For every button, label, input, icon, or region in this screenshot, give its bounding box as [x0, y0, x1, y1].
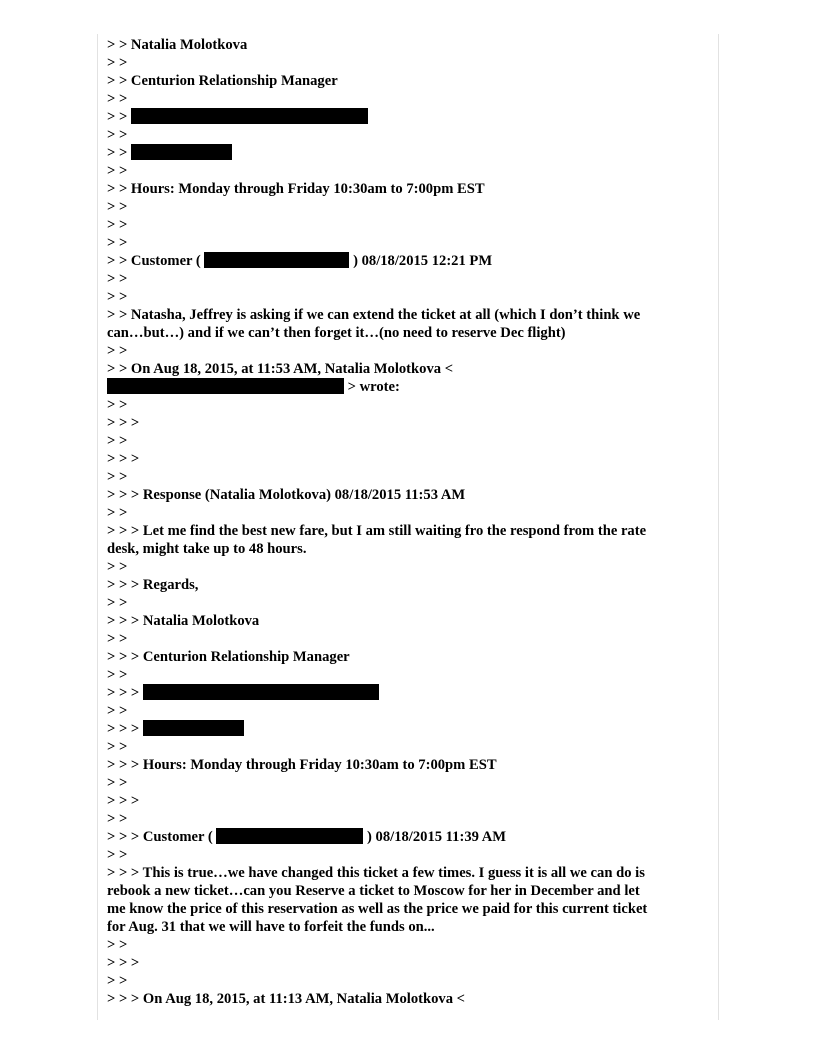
text-line: > >: [107, 55, 128, 71]
text-line: > >: [107, 703, 128, 719]
text-line: me know the price of this reservation as well as the price we paid for this current ticket: [107, 901, 648, 917]
text-line: [107, 108, 707, 126]
text-line: > > > On Aug 18, 2015, at 11:13 AM, Natalia Molotkova <: [107, 991, 465, 1007]
text-line: > >: [107, 847, 128, 863]
quote-prefix: > > >: [107, 721, 143, 737]
redaction-box: [204, 252, 349, 268]
wrote-suffix: > wrote:: [344, 379, 400, 395]
text-line: desk, might take up to 48 hours.: [107, 541, 307, 557]
text-line: > > Hours: Monday through Friday 10:30am to 7:00pm EST: [107, 181, 485, 197]
text-line: > >: [107, 505, 128, 521]
text-line: > > Centurion Relationship Manager: [107, 73, 338, 89]
text-line: for Aug. 31 that we will have to forfeit the funds on...: [107, 919, 435, 935]
text-line: > >: [107, 343, 128, 359]
customer-header-end: ) 08/18/2015 12:21 PM: [349, 253, 493, 269]
text-line: [107, 828, 707, 846]
text-line: > >: [107, 973, 128, 989]
text-line: > >: [107, 271, 128, 287]
redaction-box: [131, 144, 232, 160]
redaction-box: [216, 828, 363, 844]
text-line: > > > Natalia Molotkova: [107, 613, 260, 629]
text-line: > >: [107, 91, 128, 107]
customer-header-end: ) 08/18/2015 11:39 AM: [363, 829, 507, 845]
redaction-box: [143, 720, 244, 736]
text-line: > > > Response (Natalia Molotkova) 08/18/2015 11:53 AM: [107, 487, 466, 503]
text-line: > >: [107, 397, 128, 413]
customer-header-start: > > > Customer (: [107, 829, 217, 845]
text-line: > > > Hours: Monday through Friday 10:30am to 7:00pm EST: [107, 757, 497, 773]
text-line: > > Natalia Molotkova: [107, 37, 248, 53]
text-line: > >: [107, 559, 128, 575]
text-line: > >: [107, 199, 128, 215]
text-line: > >: [107, 739, 128, 755]
left-margin-rule: [97, 34, 98, 1020]
text-line: > > > Let me find the best new fare, but I am still waiting fro the respond from the rate: [107, 523, 647, 539]
text-line: > > > Regards,: [107, 577, 199, 593]
text-line: > > > This is true…we have changed this ticket a few times. I guess it is all we can do is: [107, 865, 645, 881]
quote-prefix: > >: [107, 109, 131, 125]
redaction-box: [107, 378, 344, 394]
redaction-box: [143, 684, 379, 700]
text-line: [107, 720, 707, 738]
text-line: > > >: [107, 955, 140, 971]
text-line: > >: [107, 469, 128, 485]
text-line: [107, 684, 707, 702]
customer-header-start: > > Customer (: [107, 253, 205, 269]
text-line: [107, 144, 707, 162]
text-line: [107, 378, 707, 396]
redaction-box: [131, 108, 368, 124]
text-line: > > >: [107, 451, 140, 467]
text-line: > >: [107, 289, 128, 305]
text-line: rebook a new ticket…can you Reserve a ticket to Moscow for her in December and let: [107, 883, 640, 899]
text-line: > > >: [107, 793, 140, 809]
text-line: > >: [107, 937, 128, 953]
text-line: > > >: [107, 415, 140, 431]
text-line: can…but…) and if we can’t then forget it…(no need to reserve Dec flight): [107, 325, 566, 341]
text-line: > >: [107, 631, 128, 647]
text-line: > >: [107, 163, 128, 179]
text-line: > >: [107, 811, 128, 827]
text-line: > >: [107, 775, 128, 791]
text-line: > > On Aug 18, 2015, at 11:53 AM, Natalia Molotkova <: [107, 361, 454, 377]
quote-prefix: > > >: [107, 685, 143, 701]
text-line: > >: [107, 595, 128, 611]
text-line: > >: [107, 433, 128, 449]
quote-prefix: > >: [107, 145, 131, 161]
text-line: > >: [107, 667, 128, 683]
text-line: > > Natasha, Jeffrey is asking if we can extend the ticket at all (which I don’t think we: [107, 307, 641, 323]
text-line: > >: [107, 217, 128, 233]
text-line: > >: [107, 127, 128, 143]
right-margin-rule: [718, 34, 719, 1020]
text-line: > >: [107, 235, 128, 251]
text-line: [107, 252, 707, 270]
email-thread-body: [107, 36, 707, 1008]
text-line: > > > Centurion Relationship Manager: [107, 649, 350, 665]
